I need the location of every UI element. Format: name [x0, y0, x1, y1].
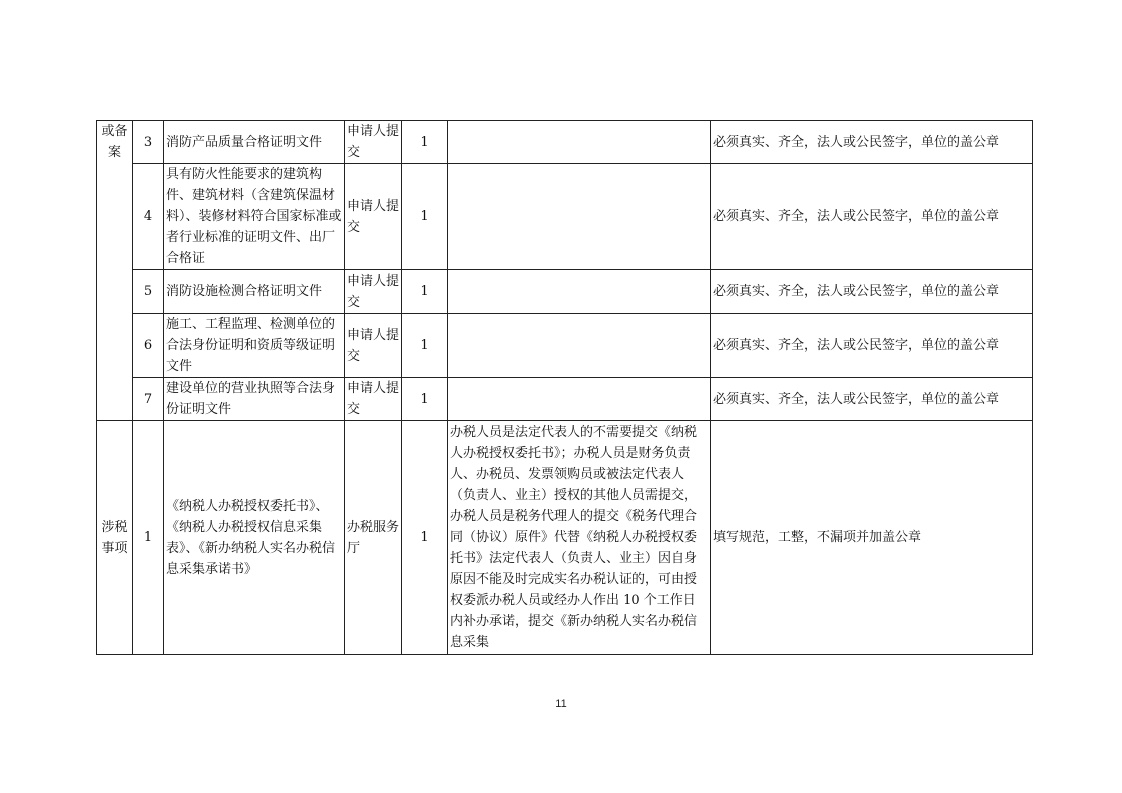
material-source: 申请人提交	[345, 378, 402, 421]
row-number: 5	[133, 270, 164, 314]
material-requirement: 填写规范，工整，不漏项并加盖公章	[711, 421, 1033, 655]
material-note	[448, 314, 711, 378]
material-note	[448, 378, 711, 421]
material-requirement: 必须真实、齐全，法人或公民签字，单位的盖公章	[711, 314, 1033, 378]
table-row	[97, 421, 1033, 655]
material-copies: 1	[402, 121, 448, 164]
material-source: 申请人提交	[345, 164, 402, 270]
material-requirement: 必须真实、齐全，法人或公民签字，单位的盖公章	[711, 378, 1033, 421]
material-copies: 1	[402, 270, 448, 314]
material-name: 施工、工程监理、检测单位的合法身份证明和资质等级证明文件	[164, 314, 345, 378]
material-name: 建设单位的营业执照等合法身份证明文件	[164, 378, 345, 421]
material-copies: 1	[402, 421, 448, 655]
material-requirement: 必须真实、齐全，法人或公民签字，单位的盖公章	[711, 164, 1033, 270]
row-number: 3	[133, 121, 164, 164]
material-requirement: 必须真实、齐全，法人或公民签字，单位的盖公章	[711, 121, 1033, 164]
material-note: 办税人员是法定代表人的不需要提交《纳税人办税授权委托书》；办税人员是财务负责人、办税员、发票领购员或被法定代表人（负责人、业主）授权的其他人员需提交，办税人员是税务代理人的提交《税务代理合同（协议）原件》代替《纳税人办税授权委托书》法定代表人（负责人、业主）因自身原因不能及时完成实名办税认证的，可由授权委派办税人员或经办人作出 10 个工作日内补办承诺，提交《新办纳税人实名办税信息采集	[448, 421, 711, 655]
material-source: 申请人提交	[345, 314, 402, 378]
material-source: 申请人提交	[345, 121, 402, 164]
row-number: 6	[133, 314, 164, 378]
material-requirement: 必须真实、齐全，法人或公民签字，单位的盖公章	[711, 270, 1033, 314]
material-copies: 1	[402, 378, 448, 421]
table-row	[97, 164, 1033, 270]
table-row	[97, 121, 1033, 164]
material-copies: 1	[402, 164, 448, 270]
material-name: 《纳税人办税授权委托书》、《纳税人办税授权信息采集表》、《新办纳税人实名办税信息采集承诺书》	[164, 421, 345, 655]
row-number: 7	[133, 378, 164, 421]
material-note	[448, 164, 711, 270]
material-source: 办税服务厅	[345, 421, 402, 655]
row-number: 4	[133, 164, 164, 270]
table-row	[97, 270, 1033, 314]
material-name: 具有防火性能要求的建筑构件、建筑材料（含建筑保温材料）、装修材料符合国家标准或者行业标准的证明文件、出厂合格证	[164, 164, 345, 270]
row-number: 1	[133, 421, 164, 655]
material-note	[448, 270, 711, 314]
page-number: 11	[555, 698, 567, 710]
category-cell-tax: 涉税事项	[97, 421, 133, 655]
table-row	[97, 378, 1033, 421]
material-note	[448, 121, 711, 164]
category-cell-filing: 或备案	[97, 121, 133, 421]
table-row	[97, 314, 1033, 378]
material-copies: 1	[402, 314, 448, 378]
materials-table	[96, 120, 1033, 655]
material-name: 消防产品质量合格证明文件	[164, 121, 345, 164]
material-name: 消防设施检测合格证明文件	[164, 270, 345, 314]
material-source: 申请人提交	[345, 270, 402, 314]
